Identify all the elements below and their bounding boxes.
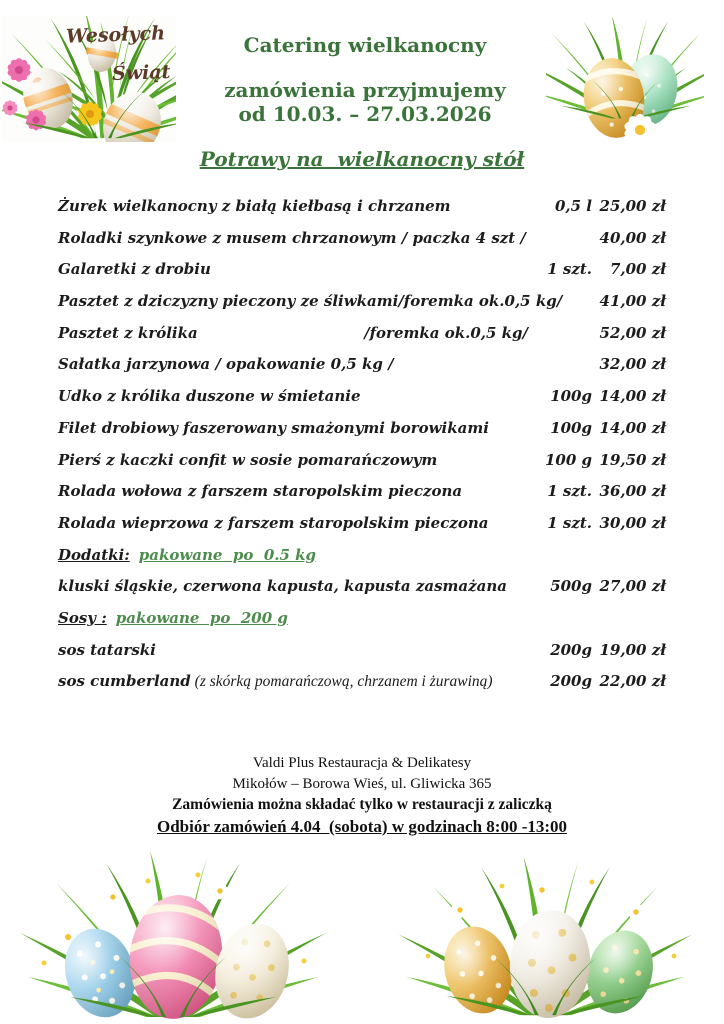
item-price: 14,00 zł [599, 418, 666, 437]
item-size: 1 szt. [547, 260, 592, 279]
easter-eggs-bottom-right [392, 852, 707, 1022]
item-price: 19,50 zł [599, 450, 666, 469]
item-price: 22,00 zł [599, 672, 666, 691]
item-name: Sałatka jarzynowa / opakowanie 0,5 kg / [58, 355, 394, 374]
item-name: sos tatarski [58, 640, 156, 659]
item-name: Rolada wołowa z farszem staropolskim pieczona [58, 482, 463, 501]
menu-item-row [58, 451, 666, 483]
menu-item-row [58, 387, 666, 419]
easter-photo-top-left [2, 16, 176, 142]
item-name: sos cumberland (z skórką pomarańczową, chrzanem i żurawiną) [58, 672, 493, 691]
item-price: 14,00 zł [599, 387, 666, 406]
item-name: Filet drobiowy faszerowany smażonymi borowikami [58, 418, 489, 437]
item-size: 1 szt. [547, 482, 592, 501]
restaurant-address: Mikołów – Borowa Wieś, ul. Gliwicka 365 [232, 775, 492, 792]
item-price: 27,00 zł [599, 577, 666, 596]
menu-item-row [58, 514, 666, 546]
menu-section-header [58, 546, 666, 578]
item-name: Udko z królika duszone w śmietanie [58, 387, 361, 406]
header [180, 34, 550, 126]
item-size: 100 g [544, 450, 592, 469]
menu-item-row [58, 672, 666, 704]
easter-eggs-grass-illustration [546, 18, 704, 150]
item-price: 41,00 zł [599, 292, 666, 311]
item-name: Roladki szynkowe z musem chrzanowym / paczka 4 szt / [58, 228, 526, 247]
section-label: Dodatki: [58, 545, 130, 564]
menu-item-row [58, 292, 666, 324]
greeting-script-line1: Wesołych [65, 22, 166, 48]
item-name: Pierś z kaczki confit w sosie pomarańczowym [58, 450, 438, 469]
item-name: Pasztet z dziczyzny pieczony ze śliwkami [58, 292, 399, 311]
menu-item-row [58, 482, 666, 514]
menu-item-row [58, 197, 666, 229]
menu-item-row [58, 260, 666, 292]
item-container-note: /foremka ok.0,5 kg/ [364, 323, 528, 342]
menu-item-row [58, 577, 666, 609]
restaurant-name: Valdi Plus Restauracja & Delikatesy [252, 755, 472, 771]
item-name: Rolada wieprzowa z farszem staropolskim pieczona [58, 513, 489, 532]
easter-eggs-grass-illustration [392, 852, 707, 1022]
menu-item-row [58, 355, 666, 387]
item-size: 100g [550, 418, 592, 437]
pickup-info: Odbiór zamówień 4.04 (sobota) w godzinach 8:00 -13:00 [156, 817, 568, 836]
menu-item-row [58, 419, 666, 451]
item-price: 19,00 zł [599, 640, 666, 659]
item-price: 36,00 zł [599, 482, 666, 501]
order-info-line1: zamówienia przyjmujemy [224, 78, 506, 102]
item-size: 1 szt. [547, 513, 592, 532]
item-price: 32,00 zł [599, 355, 666, 374]
item-price: 30,00 zł [599, 513, 666, 532]
item-name: Żurek wielkanocny z białą kiełbasą i chrzanem [58, 197, 451, 215]
easter-eggs-top-right [546, 18, 704, 150]
item-container-note: /foremka ok.0,5 kg/ [398, 292, 563, 311]
item-name: Galaretki z drobiu [58, 260, 211, 279]
item-name: Pasztet z królika [58, 323, 198, 342]
greeting-script-line2: Świąt [111, 60, 171, 86]
easter-eggs-bottom-left [8, 845, 338, 1023]
easter-eggs-grass-illustration [8, 845, 338, 1023]
item-name: kluski śląskie, czerwona kapusta, kapusta zasmażana [58, 577, 508, 596]
item-price: 52,00 zł [599, 323, 666, 342]
menu-item-row [58, 229, 666, 261]
menu-item-row [58, 641, 666, 673]
section-packaging-detail: pakowane po 200 g [115, 608, 288, 627]
menu-list [58, 197, 666, 704]
item-price: 25,00 zł [599, 197, 666, 215]
item-price: 7,00 zł [609, 260, 666, 279]
page-title: Catering wielkanocny [243, 33, 487, 57]
item-size: 200g [550, 672, 592, 691]
menu-section-header [58, 609, 666, 641]
item-size: 500g [550, 577, 592, 596]
item-size: 0,5 l [554, 197, 592, 215]
item-description: (z skórką pomarańczową, chrzanem i żurawiną) [190, 673, 493, 691]
order-conditions: Zamówienia można składać tylko w restauracji z zaliczką [172, 796, 552, 813]
item-size: 100g [550, 387, 592, 406]
section-packaging-detail: pakowane po 0.5 kg [138, 545, 317, 564]
footer [0, 753, 724, 838]
item-size: 200g [550, 640, 592, 659]
item-price: 40,00 zł [599, 228, 666, 247]
menu-section-title: Potrawy na wielkanocny stół [199, 147, 525, 171]
section-label: Sosy : [58, 608, 107, 627]
menu-item-row [58, 324, 666, 356]
order-info-line2: od 10.03. – 27.03.2026 [238, 102, 492, 126]
